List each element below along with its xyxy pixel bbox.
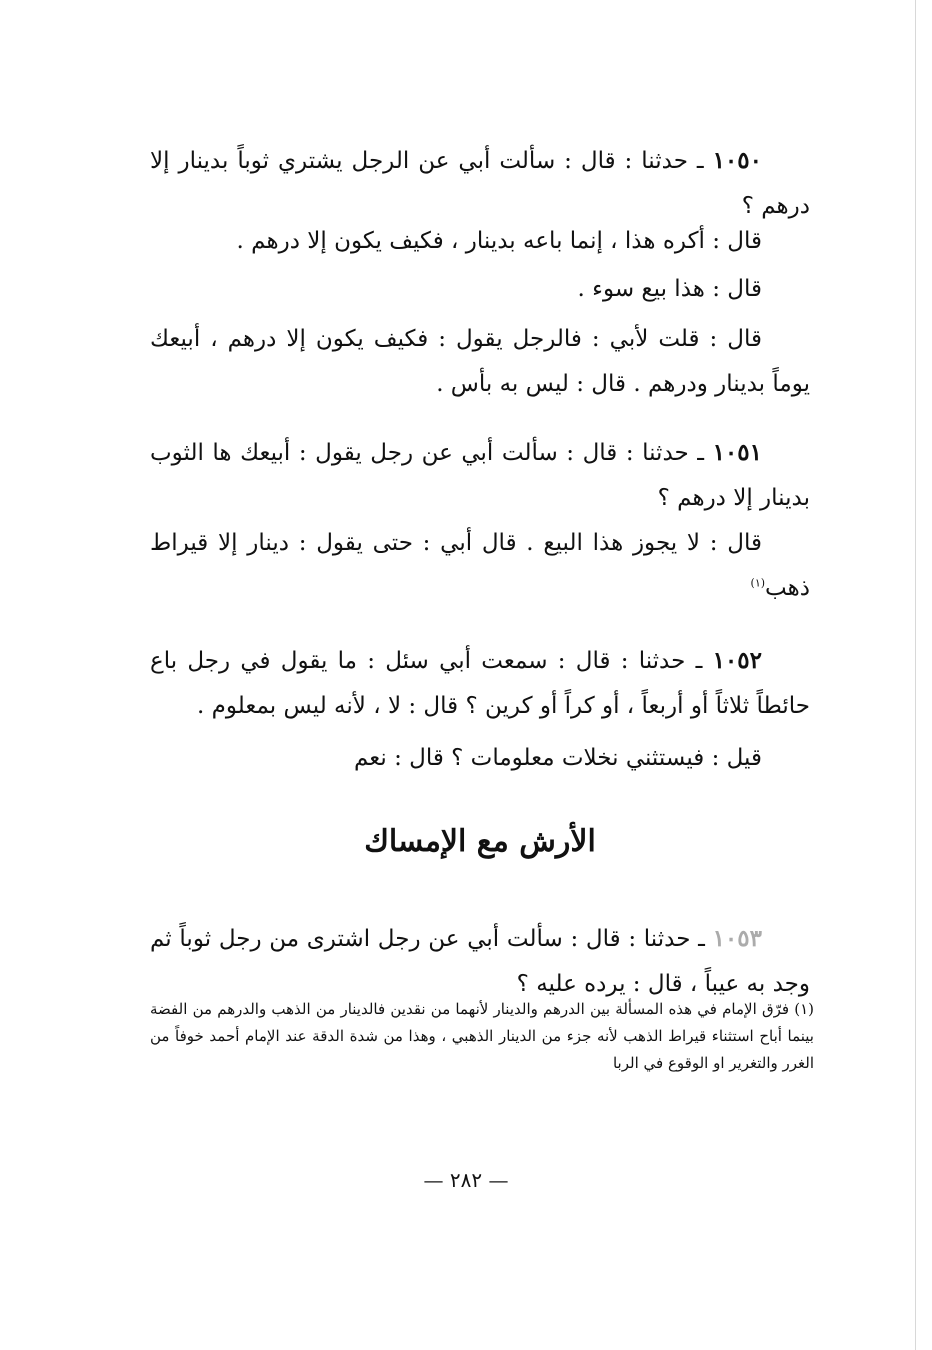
hadith-text: ـ حدثنا : قال : سمعت أبي سئل : ما يقول في رجل باع حائطاً ثلاثاً أو أربعاً ، أو كراً أو كرين ؟ قال : لا ، لأنه ليس بمعلوم . bbox=[150, 648, 810, 719]
footnote: (١) فرّق الإمام في هذه المسألة بين الدرهم والدينار لأنهما من نقدين فالدينار من الذهب والدرهم من الفضة بينما أباح استثناء قيراط الذهب لأنه جزء من الدينار الذهبي ، وهذا من شدة الدقة عند الإمام أحمد خوفاً من الغرر والتغرير او الوقوع في الربا bbox=[150, 1000, 814, 1072]
hadith-number: ١٠٥٣ bbox=[712, 925, 762, 952]
answer-paragraph: قال : قلت لأبي : فالرجل يقول : فكيف يكون إلا درهم ، أبيعك يوماً بدينار ودرهم . قال : ليس به بأس . bbox=[150, 326, 810, 397]
answer-paragraph bbox=[150, 521, 810, 611]
hadith-text: ـ حدثنا : قال : سألت أبي عن رجل يقول : أبيعك ها الثوب بدينار إلا درهم ؟ bbox=[150, 440, 810, 511]
page-edge-line bbox=[915, 0, 916, 1350]
answer-line: قال : أكره هذا ، إنما باعه بدينار ، فكيف يكون إلا درهم . bbox=[236, 228, 762, 254]
answer-line: قيل : فيستثني نخلات معلومات ؟ قال : نعم bbox=[353, 745, 762, 771]
footnote-marker: (١) bbox=[750, 576, 766, 590]
hadith-1050 bbox=[150, 138, 810, 229]
hadith-number: ١٠٥٢ bbox=[712, 647, 762, 674]
page-number: — ٢٨٢ — bbox=[423, 1168, 509, 1192]
answer-text: قال : لا يجوز هذا البيع . قال أبي : حتى يقول : دينار إلا قيراط ذهب bbox=[150, 530, 810, 601]
chapter-heading: الأرش مع الإمساك bbox=[364, 824, 596, 859]
hadith-text: ـ حدثنا : قال : سألت أبي عن رجل اشترى من رجل ثوباً ثم وجد به عيباً ، قال : يرده عليه ؟ bbox=[150, 926, 810, 997]
hadith-1052 bbox=[150, 638, 810, 729]
hadith-1051 bbox=[150, 430, 810, 521]
hadith-1053 bbox=[150, 916, 810, 1007]
hadith-number: ١٠٥١ bbox=[712, 439, 762, 466]
hadith-number: ١٠٥٠ bbox=[712, 147, 762, 174]
answer-line: قال : هذا بيع سوء . bbox=[577, 276, 762, 302]
hadith-text: ـ حدثنا : قال : سألت أبي عن الرجل يشتري ثوباً بدينار إلا درهم ؟ bbox=[150, 148, 810, 219]
